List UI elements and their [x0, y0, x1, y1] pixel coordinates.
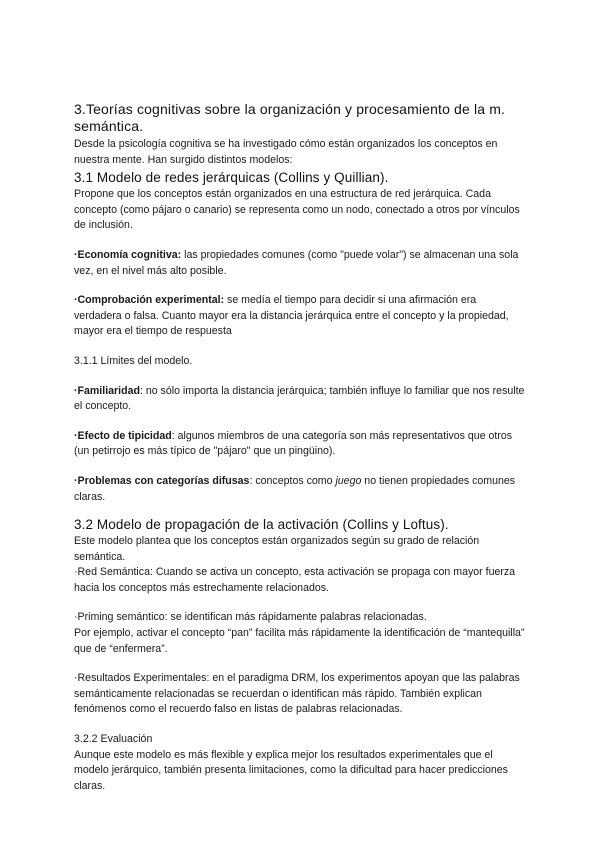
- categorias-difusas-text-after: no tienen propiedades comunes claras.: [74, 474, 516, 503]
- section-3-2-2-text: Aunque este modelo es más flexible y explica mejor los resultados experimentales que el modelo jerárquico, también presenta limitaciones, como la dificultad para hacer predicciones claras.: [74, 748, 508, 792]
- comprobacion-experimental-paragraph: [74, 293, 526, 340]
- priming-line-2: Por ejemplo, activar el concepto “pan” facilita más rápidamente la identificación de “mantequilla” que de “enfermera”.: [74, 627, 525, 655]
- familiaridad-text: : no sólo importa la distancia jerárquica; también influye lo familiar que nos resulte el concepto.: [74, 384, 525, 413]
- document-content: [74, 101, 526, 794]
- familiaridad-label: ·Familiaridad: [74, 384, 140, 397]
- categorias-difusas-paragraph: [74, 474, 526, 505]
- section-3-1-intro: Propone que los conceptos están organizados en una estructura de red jerárquica. Cada concepto (como pájaro o canario) se representa como un nodo, conectado a otros por vínculos de inclusión.: [74, 188, 520, 232]
- tipicidad-label: ·Efecto de tipicidad: [74, 429, 172, 442]
- section-3-2-title: 3.2 Modelo de propagación de la activación (Collins y Loftus).: [74, 517, 449, 533]
- categorias-difusas-text-before: : conceptos como: [249, 474, 336, 487]
- section-3-2-2-title: 3.2.2 Evaluación: [74, 733, 153, 746]
- economia-cognitiva-text: las propiedades comunes (como "puede volar") se almacenan una sola vez, en el nivel más alto posible.: [74, 248, 519, 277]
- section-3-1-title: 3.1 Modelo de redes jerárquicas (Collins y Quillian).: [74, 170, 389, 186]
- comprobacion-experimental-text: se medía el tiempo para decidir si una afirmación era verdadera o falsa. Cuanto mayor era la distancia jerárquica entre el concepto y la propiedad, mayor era el tiempo de respuesta: [74, 294, 509, 338]
- categorias-difusas-label: ·Problemas con categorías difusas: [74, 474, 250, 487]
- economia-cognitiva-label: ·Economía cognitiva:: [74, 248, 182, 261]
- section-3-intro: Desde la psicología cognitiva se ha investigado cómo están organizados los conceptos en nuestra mente. Han surgido distintos modelos:: [74, 138, 498, 166]
- tipicidad-paragraph: [74, 429, 526, 460]
- economia-cognitiva-paragraph: [74, 248, 526, 279]
- section-3-2-intro: Este modelo plantea que los conceptos están organizados según su grado de relación semántica.: [74, 535, 480, 563]
- familiaridad-paragraph: [74, 384, 526, 415]
- categorias-difusas-example: juego: [335, 474, 362, 487]
- priming-line-1: ·Priming semántico: se identifican más rápidamente palabras relacionadas.: [74, 611, 427, 624]
- tipicidad-text: : algunos miembros de una categoría son más representativos que otros (un petirrojo es más típico de "pájaro" que un pingüino).: [74, 429, 513, 458]
- section-3-1-1-title: 3.1.1 Límites del modelo.: [74, 354, 193, 367]
- red-semantica-paragraph: ·Red Semántica: Cuando se activa un concepto, esta activación se propaga con mayor fuerza hacia los conceptos más estrechamente relacionados.: [74, 566, 516, 594]
- section-3-title: 3.Teorías cognitivas sobre la organización y procesamiento de la m. semántica.: [74, 101, 506, 134]
- comprobacion-experimental-label: ·Comprobación experimental:: [74, 294, 225, 307]
- resultados-experimentales-paragraph: ·Resultados Experimentales: en el paradigma DRM, los experimentos apoyan que las palabras semánticamente relacionadas se recuerdan o identifican más rápido. También explican fenómenos como el recuerdo falso en listas de palabras relacionadas.: [74, 672, 520, 716]
